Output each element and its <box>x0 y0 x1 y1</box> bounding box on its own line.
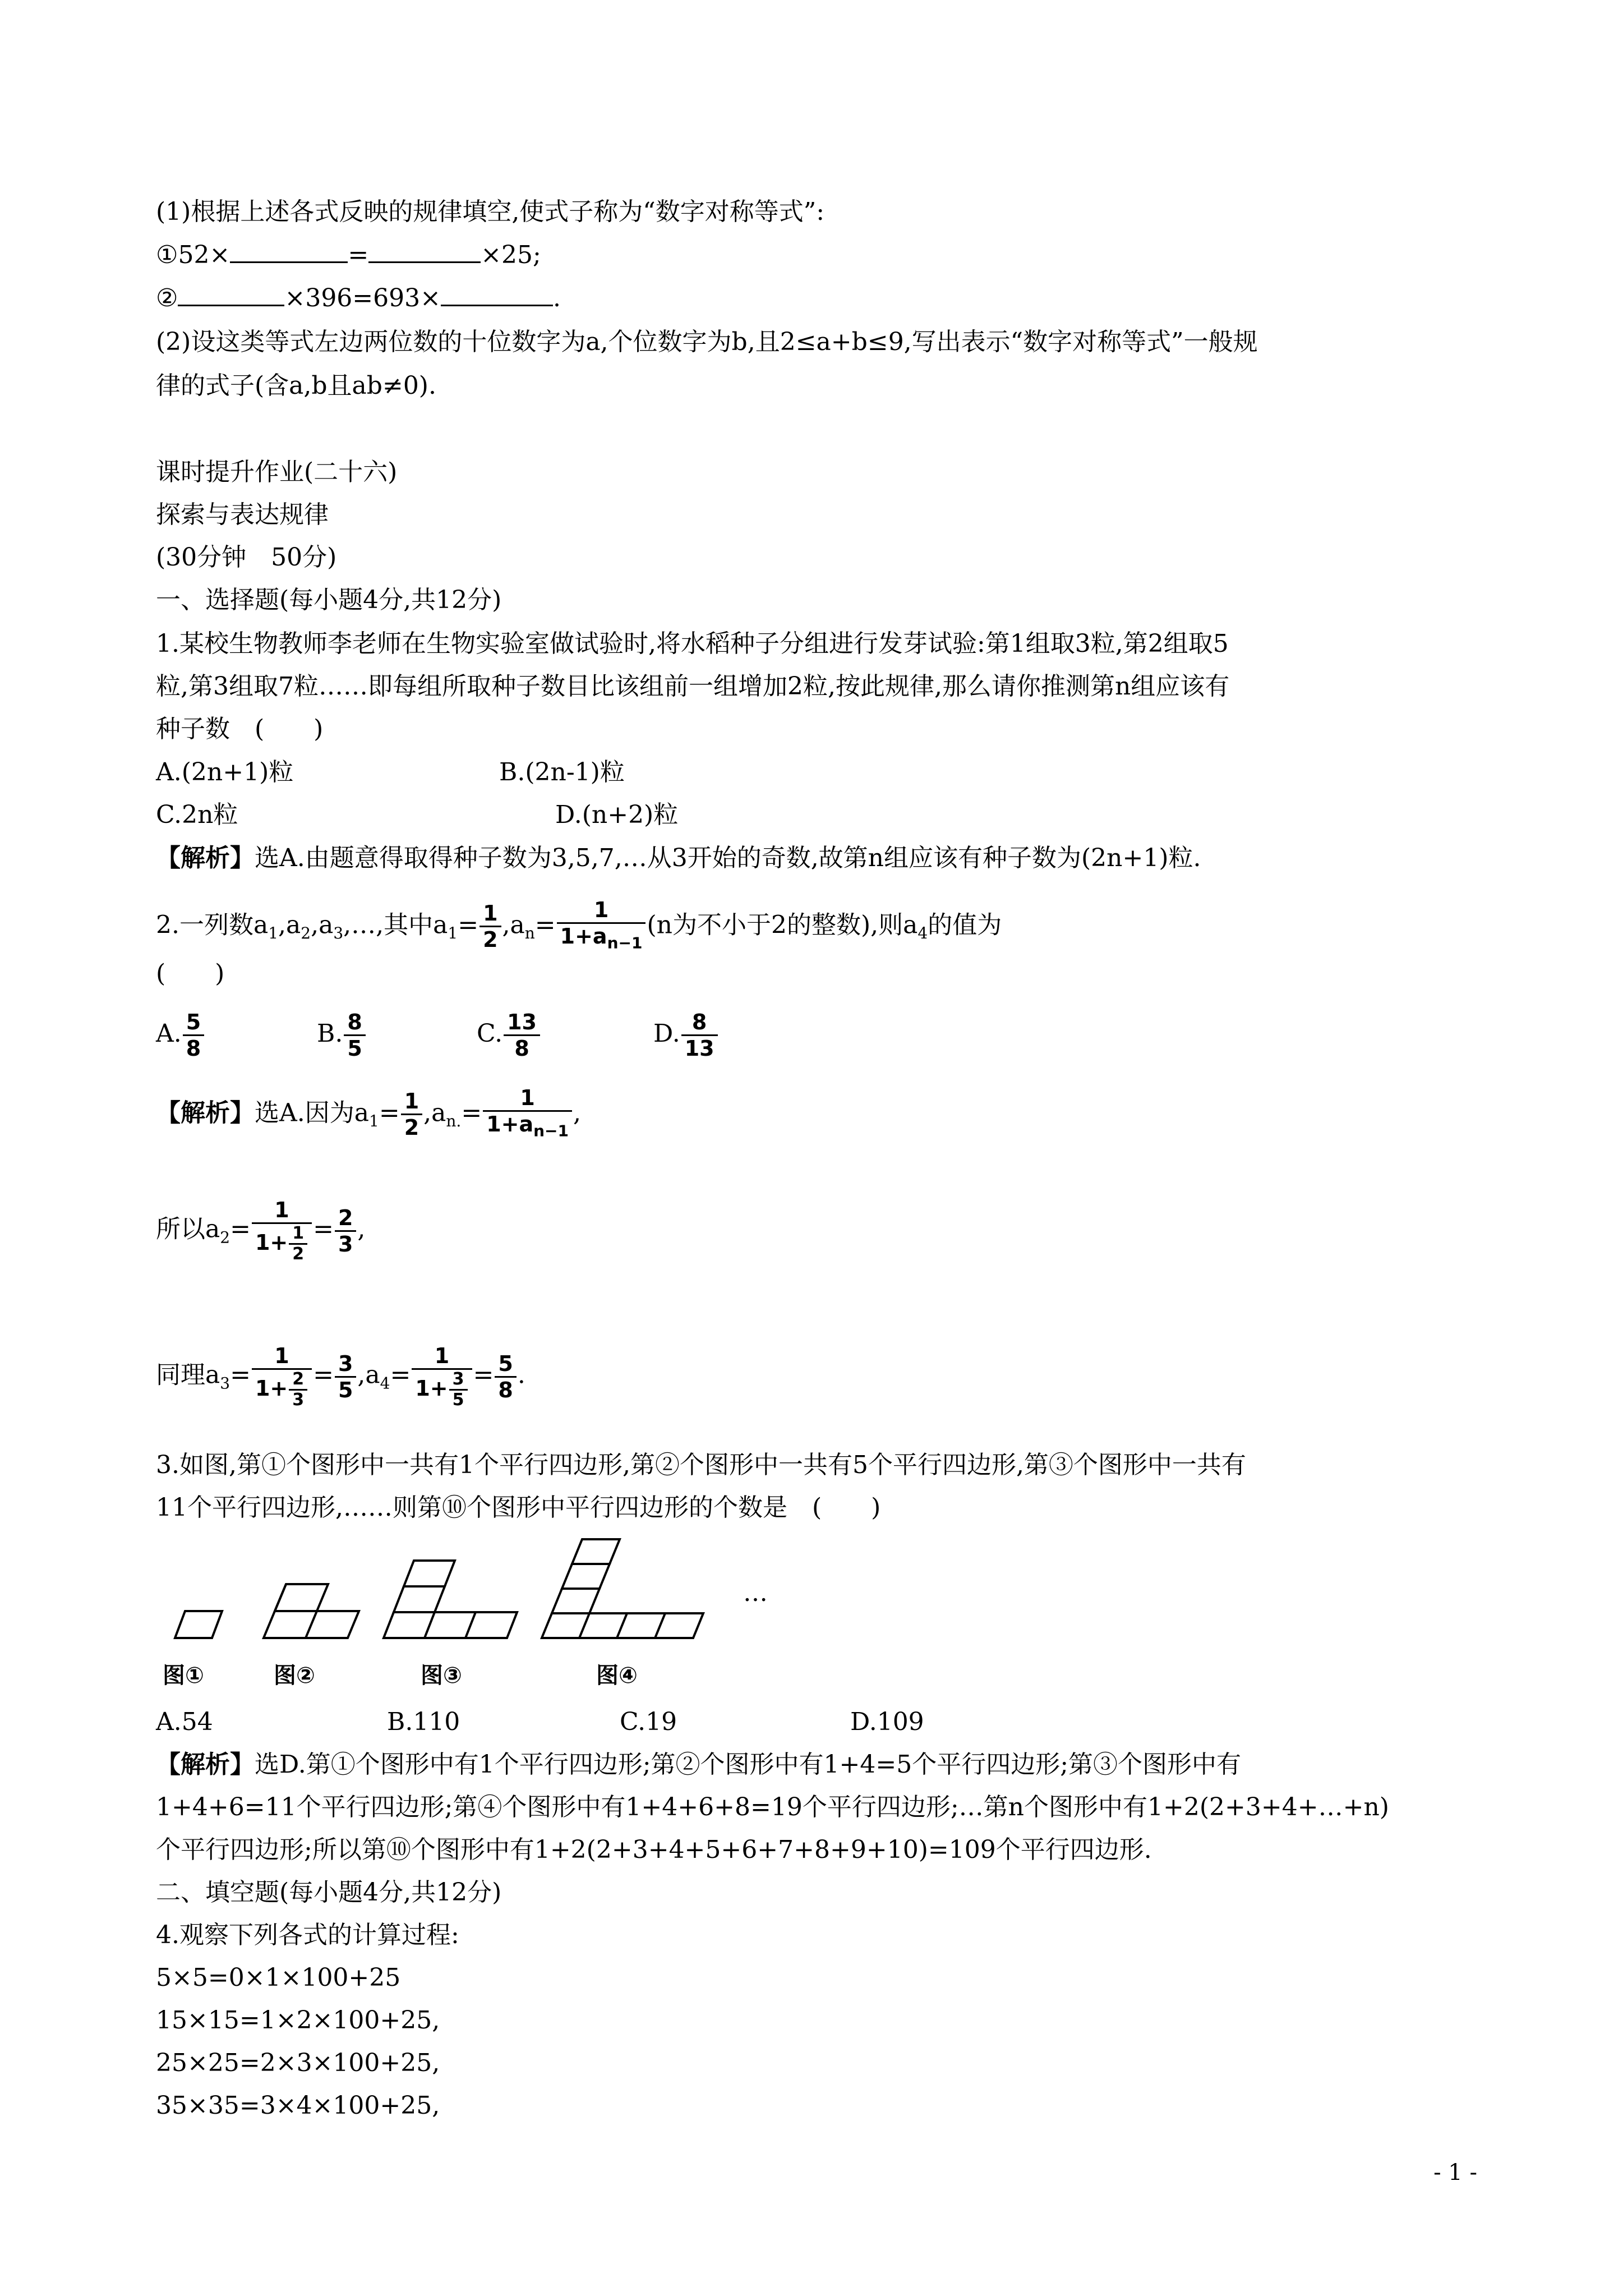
q4-line4: 35×35=3×4×100+25, <box>156 2091 440 2120</box>
denominator-text: 1+ <box>255 1230 288 1255</box>
q2-analysis-text: 所以a <box>156 1214 220 1244</box>
q4-line0: 4.观察下列各式的计算过程: <box>156 1921 459 1949</box>
q2-analysis-text: 同理a <box>156 1360 220 1389</box>
section-1-heading: 一、选择题(每小题4分,共12分) <box>156 586 502 614</box>
denominator: 5 <box>347 1036 362 1061</box>
q4-line3: 25×25=2×3×100+25, <box>156 2049 440 2077</box>
subscript: 2 <box>220 1228 230 1247</box>
subscript: 2 <box>301 924 311 943</box>
subscript: 1 <box>448 924 458 943</box>
q3-analysis-text: 选D.第①个图形中有1个平行四边形;第②个图形中有1+4=5个平行四边形;第③个图形中有 <box>255 1750 1242 1779</box>
q2-paren: ( ) <box>156 959 225 988</box>
denominator-text: 1+ <box>255 1376 288 1401</box>
q2-text: = <box>534 910 556 940</box>
q3-option-d: D.109 <box>850 1708 924 1736</box>
numerator: 1 <box>401 1089 422 1115</box>
denominator: 3 <box>338 1231 353 1257</box>
prev-q2-b: ×396=693× <box>284 284 441 312</box>
denominator: 8 <box>186 1036 201 1061</box>
prev-q2-c: . <box>553 284 561 312</box>
fig3-shape <box>384 1561 517 1638</box>
q2-analysis-text: = <box>313 1214 334 1244</box>
page-subtitle: 探索与表达规律 <box>156 500 329 529</box>
time-score: (30分钟 50分) <box>156 543 337 572</box>
q2-text: ,…,其中a <box>343 910 448 940</box>
q1-option-c: C.2n粒 <box>156 800 238 829</box>
q3-option-a: A.54 <box>156 1708 213 1736</box>
fig2-label: 图② <box>274 1663 315 1688</box>
prev-q1-a: ①52× <box>156 241 230 269</box>
numerator: 8 <box>681 1010 718 1036</box>
section-2-heading: 二、填空题(每小题4分,共12分) <box>156 1878 502 1907</box>
subscript: 3 <box>220 1374 230 1393</box>
fig1-parallelogram <box>175 1611 222 1638</box>
analysis-tag: 【解析】 <box>156 1098 255 1128</box>
q3-analysis-line3: 个平行四边形;所以第⑩个图形中有1+2(2+3+4+5+6+7+8+9+10)=109个平行四边形. <box>156 1835 1152 1864</box>
prev-intro: (1)根据上述各式反映的规律填空,使式子称为“数字对称等式”: <box>156 197 825 226</box>
q2-analysis-text: = <box>473 1360 494 1389</box>
q2-option-b: B. <box>317 1019 343 1048</box>
denominator: 8 <box>498 1377 513 1402</box>
numerator: 5 <box>183 1010 204 1036</box>
q2-option-a: A. <box>156 1019 182 1048</box>
q2-text: (n为不小于2的整数),则a <box>647 910 918 940</box>
q2-text: 的值为 <box>928 910 1002 940</box>
q2-analysis-text: 选A.因为a <box>255 1098 369 1128</box>
subscript: n−1 <box>533 1121 569 1140</box>
q2-analysis-text: = <box>230 1214 251 1244</box>
q4-line2: 15×15=1×2×100+25, <box>156 2006 440 2035</box>
fig3-label: 图③ <box>421 1663 462 1688</box>
q1-line2: 粒,第3组取7粒……即每组所取种子数目比该组前一组增加2粒,按此规律,那么请你推测第n组应该有 <box>156 672 1230 701</box>
numerator: 3 <box>449 1370 468 1391</box>
q1-line1: 1.某校生物教师李老师在生物实验室做试验时,将水稻种子分组进行发芽试验:第1组取3粒,第2组取5 <box>156 629 1229 658</box>
q2-analysis-text: ,a <box>357 1360 380 1389</box>
denominator-text: 1+ <box>415 1376 448 1401</box>
numerator: 1 <box>252 1198 312 1224</box>
denominator-text: 1+a <box>560 924 607 949</box>
q2-analysis-text: = <box>230 1360 251 1389</box>
q2-text: 2.一列数a <box>156 910 269 940</box>
numerator: 2 <box>335 1205 356 1232</box>
q4-line1: 5×5=0×1×100+25 <box>156 1963 401 1992</box>
denominator: 3 <box>292 1390 305 1410</box>
subscript: 4 <box>380 1374 390 1393</box>
numerator: 1 <box>479 901 501 927</box>
q2-analysis-text: , <box>573 1098 582 1128</box>
subscript: 3 <box>333 924 344 943</box>
fig4-shape <box>542 1539 703 1638</box>
denominator: 2 <box>483 927 498 953</box>
numerator: 1 <box>289 1224 307 1245</box>
q2-analysis-text: . <box>517 1360 525 1389</box>
q1-option-a: A.(2n+1)粒 <box>156 758 294 786</box>
q3-line1: 3.如图,第①个图形中一共有1个平行四边形,第②个图形中一共有5个平行四边形,第③个图形中一共有 <box>156 1451 1246 1479</box>
numerator: 13 <box>504 1010 540 1036</box>
q1-option-d: D.(n+2)粒 <box>555 800 679 829</box>
subscript: n−1 <box>607 933 643 953</box>
q2-analysis-text: = <box>379 1098 400 1128</box>
numerator: 1 <box>412 1343 472 1370</box>
numerator: 2 <box>289 1370 307 1391</box>
page-title: 课时提升作业(二十六) <box>156 458 398 486</box>
q1-analysis-text: 选A.由题意得取得种子数为3,5,7,…从3开始的奇数,故第n组应该有种子数为(2n+1)粒. <box>255 844 1201 872</box>
q2-analysis-text: = <box>390 1360 411 1389</box>
q1-option-b: B.(2n-1)粒 <box>499 758 625 786</box>
q2-analysis-text: ,a <box>423 1098 446 1128</box>
prev-q1-c: ×25; <box>481 241 541 269</box>
q2-option-c: C. <box>477 1019 503 1048</box>
prev-part2-line1: (2)设这类等式左边两位数的十位数字为a,个位数字为b,且2≤a+b≤9,写出表示“数字对称等式”一般规 <box>156 328 1258 356</box>
denominator: 2 <box>292 1244 305 1264</box>
q2-option-d: D. <box>653 1019 680 1048</box>
q2-text: = <box>458 910 479 940</box>
q2-text: ,a <box>311 910 334 940</box>
analysis-tag: 【解析】 <box>156 1750 255 1779</box>
denominator-text: 1+a <box>486 1112 534 1137</box>
prev-q1-b: = <box>348 241 369 269</box>
q3-option-c: C.19 <box>620 1708 677 1736</box>
denominator: 5 <box>338 1377 353 1402</box>
fig2-shape <box>264 1584 359 1638</box>
q2-analysis-text: = <box>313 1360 334 1389</box>
q2-text: ,a <box>502 910 525 940</box>
subscript: 1 <box>369 1112 379 1131</box>
q3-analysis-line1 <box>156 1748 1241 1782</box>
analysis-tag: 【解析】 <box>156 844 255 872</box>
fig1-label: 图① <box>163 1663 204 1688</box>
subscript: n. <box>446 1112 462 1131</box>
q1-line3: 种子数 ( ) <box>156 715 324 743</box>
fig4-label: 图④ <box>596 1663 638 1688</box>
q2-analysis-text: = <box>461 1098 482 1128</box>
denominator: 8 <box>514 1036 529 1061</box>
prev-q2-a: ② <box>156 284 178 312</box>
figure-ellipsis: … <box>743 1579 768 1607</box>
prev-part2-line2: 律的式子(含a,b且ab≠0). <box>156 371 436 400</box>
subscript: 4 <box>917 924 928 943</box>
subscript: n <box>524 924 535 943</box>
q3-line2: 11个平行四边形,……则第⑩个图形中平行四边形的个数是 ( ) <box>156 1493 881 1522</box>
denominator: 2 <box>404 1115 419 1140</box>
q3-option-b: B.110 <box>387 1708 460 1736</box>
numerator: 1 <box>483 1085 572 1112</box>
q3-analysis-line2: 1+4+6=11个平行四边形;第④个图形中有1+4+6+8=19个平行四边形;…第n个图形中有1+2(2+3+4+…+n) <box>156 1793 1389 1821</box>
q2-text: ,a <box>278 910 301 940</box>
numerator: 5 <box>495 1351 516 1378</box>
denominator: 13 <box>684 1036 714 1061</box>
subscript: 1 <box>268 924 279 943</box>
numerator: 8 <box>344 1010 365 1036</box>
numerator: 1 <box>557 898 646 924</box>
numerator: 1 <box>252 1343 312 1370</box>
numerator: 3 <box>335 1351 356 1378</box>
denominator: 5 <box>452 1390 464 1410</box>
q2-analysis-text: , <box>357 1214 366 1244</box>
page-number: - 1 - <box>1433 2160 1477 2185</box>
